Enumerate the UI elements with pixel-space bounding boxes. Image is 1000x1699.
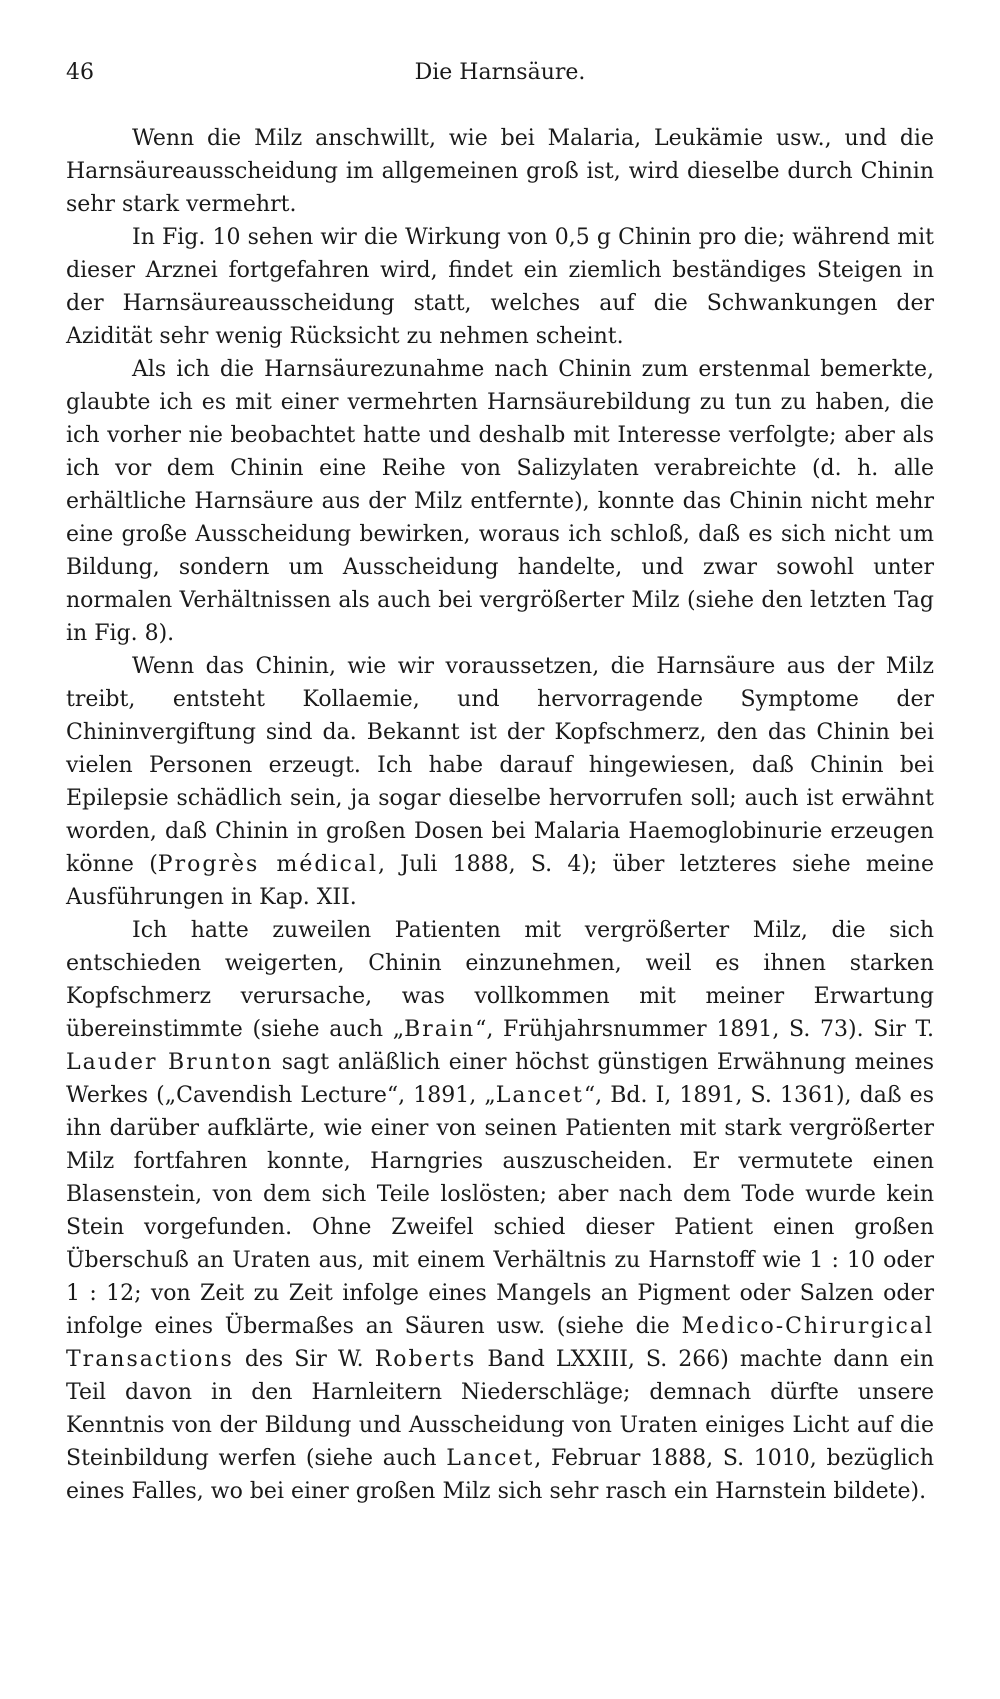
running-title: Die Harnsäure. bbox=[414, 60, 586, 85]
journal-brain: Brain bbox=[404, 1017, 476, 1042]
journal-citation: Progrès médical bbox=[157, 852, 378, 877]
p5-text-1: Ich hatte zuweilen Patienten mit vergrößerter Milz, die sich entschieden weigerten, Chinin einzunehmen, weil es ihnen starken Kopfschmerz verursache, was vollkommen mit meiner Erwartung übereinstimmte (siehe auch „ bbox=[66, 918, 934, 1042]
p5-text-7: , Februar 1888, S. 1010, bezüglich eines Falles, wo bei einer großen Milz sich sehr rasch ein Harnstein bildete). bbox=[66, 1446, 934, 1504]
p5-text-5: des Sir W. bbox=[233, 1347, 375, 1372]
author-roberts: Roberts bbox=[374, 1347, 477, 1372]
p4-text-1: Wenn das Chinin, wie wir voraussetzen, die Harnsäure aus der Milz treibt, entsteht Kollaemie, und hervorragende Symptome der Chininvergiftung sind da. Bekannt ist der Kopfschmerz, den das Chinin bei vielen Personen erzeugt. Ich habe darauf hingewiesen, daß Chinin bei Epilepsie schädlich sein, ja sogar dieselbe hervorrufen soll; auch ist erwähnt worden, daß Chinin in großen Dosen bei Malaria Haemoglobinurie erzeugen könne ( bbox=[66, 654, 934, 877]
paragraph-4 bbox=[66, 650, 934, 914]
journal-lancet-2: Lancet bbox=[446, 1446, 535, 1471]
page-header bbox=[66, 60, 934, 96]
p5-text-6: Band LXXIII, S. 266) machte dann ein Teil davon in den Harnleitern Niederschläge; demnach dürfte unsere Kenntnis von der Bildung und Ausscheidung von Uraten einiges Licht auf die Steinbildung werfen (siehe auch bbox=[66, 1347, 934, 1471]
p5-text-4: “, Bd. I, 1891, S. 1361), daß es ihn darüber aufklärte, wie einer von seinen Patienten mit stark vergrößerter Milz fortfahren konnte, Harngries auszuscheiden. Er vermutete einen Blasenstein, von dem sich Teile loslösten; aber nach dem Tode wurde kein Stein vorgefunden. Ohne Zweifel schied dieser Patient einen großen Überschuß an Uraten aus, mit einem Verhältnis zu Harnstoff wie 1 : 10 oder 1 : 12; von Zeit zu Zeit infolge eines Mangels an Pigment oder Salzen oder infolge eines Übermaßes an Säuren usw. (siehe die bbox=[66, 1083, 934, 1339]
journal-lancet: Lancet bbox=[495, 1083, 584, 1108]
paragraph-3: Als ich die Harnsäurezunahme nach Chinin zum erstenmal bemerkte, glaubte ich es mit einer vermehrten Harnsäurebildung zu tun zu haben, die ich vorher nie beobachtet hatte und deshalb mit Interesse verfolgte; aber als ich vor dem Chinin eine Reihe von Salizylaten verabreichte (d. h. alle erhältliche Harnsäure aus der Milz entfernte), konnte das Chinin nicht mehr eine große Ausscheidung bewirken, woraus ich schloß, daß es sich nicht um Bildung, sondern um Ausscheidung handelte, und zwar sowohl unter normalen Verhältnissen als auch bei vergrößerter Milz (siehe den letzten Tag in Fig. 8). bbox=[66, 357, 934, 646]
p5-text-3: sagt anläßlich einer höchst günstigen Erwähnung meines Werkes („Cavendish Lecture“, 1891, „ bbox=[66, 1050, 934, 1108]
page-number: 46 bbox=[66, 60, 94, 85]
body-text bbox=[66, 122, 934, 1508]
author-name: Lauder Brunton bbox=[66, 1050, 274, 1075]
p5-text-2: “, Frühjahrsnummer 1891, S. 73). Sir T. bbox=[475, 1017, 934, 1042]
paragraph-2: In Fig. 10 sehen wir die Wirkung von 0,5 g Chinin pro die; während mit dieser Arznei fortgefahren wird, findet ein ziemlich beständiges Steigen in der Harnsäureausscheidung statt, welches auf die Schwankungen der Azidität sehr wenig Rücksicht zu nehmen scheint. bbox=[66, 225, 934, 349]
paragraph-5 bbox=[66, 914, 934, 1508]
journal-transactions: Medico-Chirurgical Transactions bbox=[66, 1314, 934, 1372]
paragraph-1: Wenn die Milz anschwillt, wie bei Malaria, Leukämie usw., und die Harnsäureausscheidung im allgemeinen groß ist, wird dieselbe durch Chinin sehr stark vermehrt. bbox=[66, 126, 934, 217]
p4-text-2: , Juli 1888, S. 4); über letzteres siehe meine Ausführungen in Kap. XII. bbox=[66, 852, 934, 910]
